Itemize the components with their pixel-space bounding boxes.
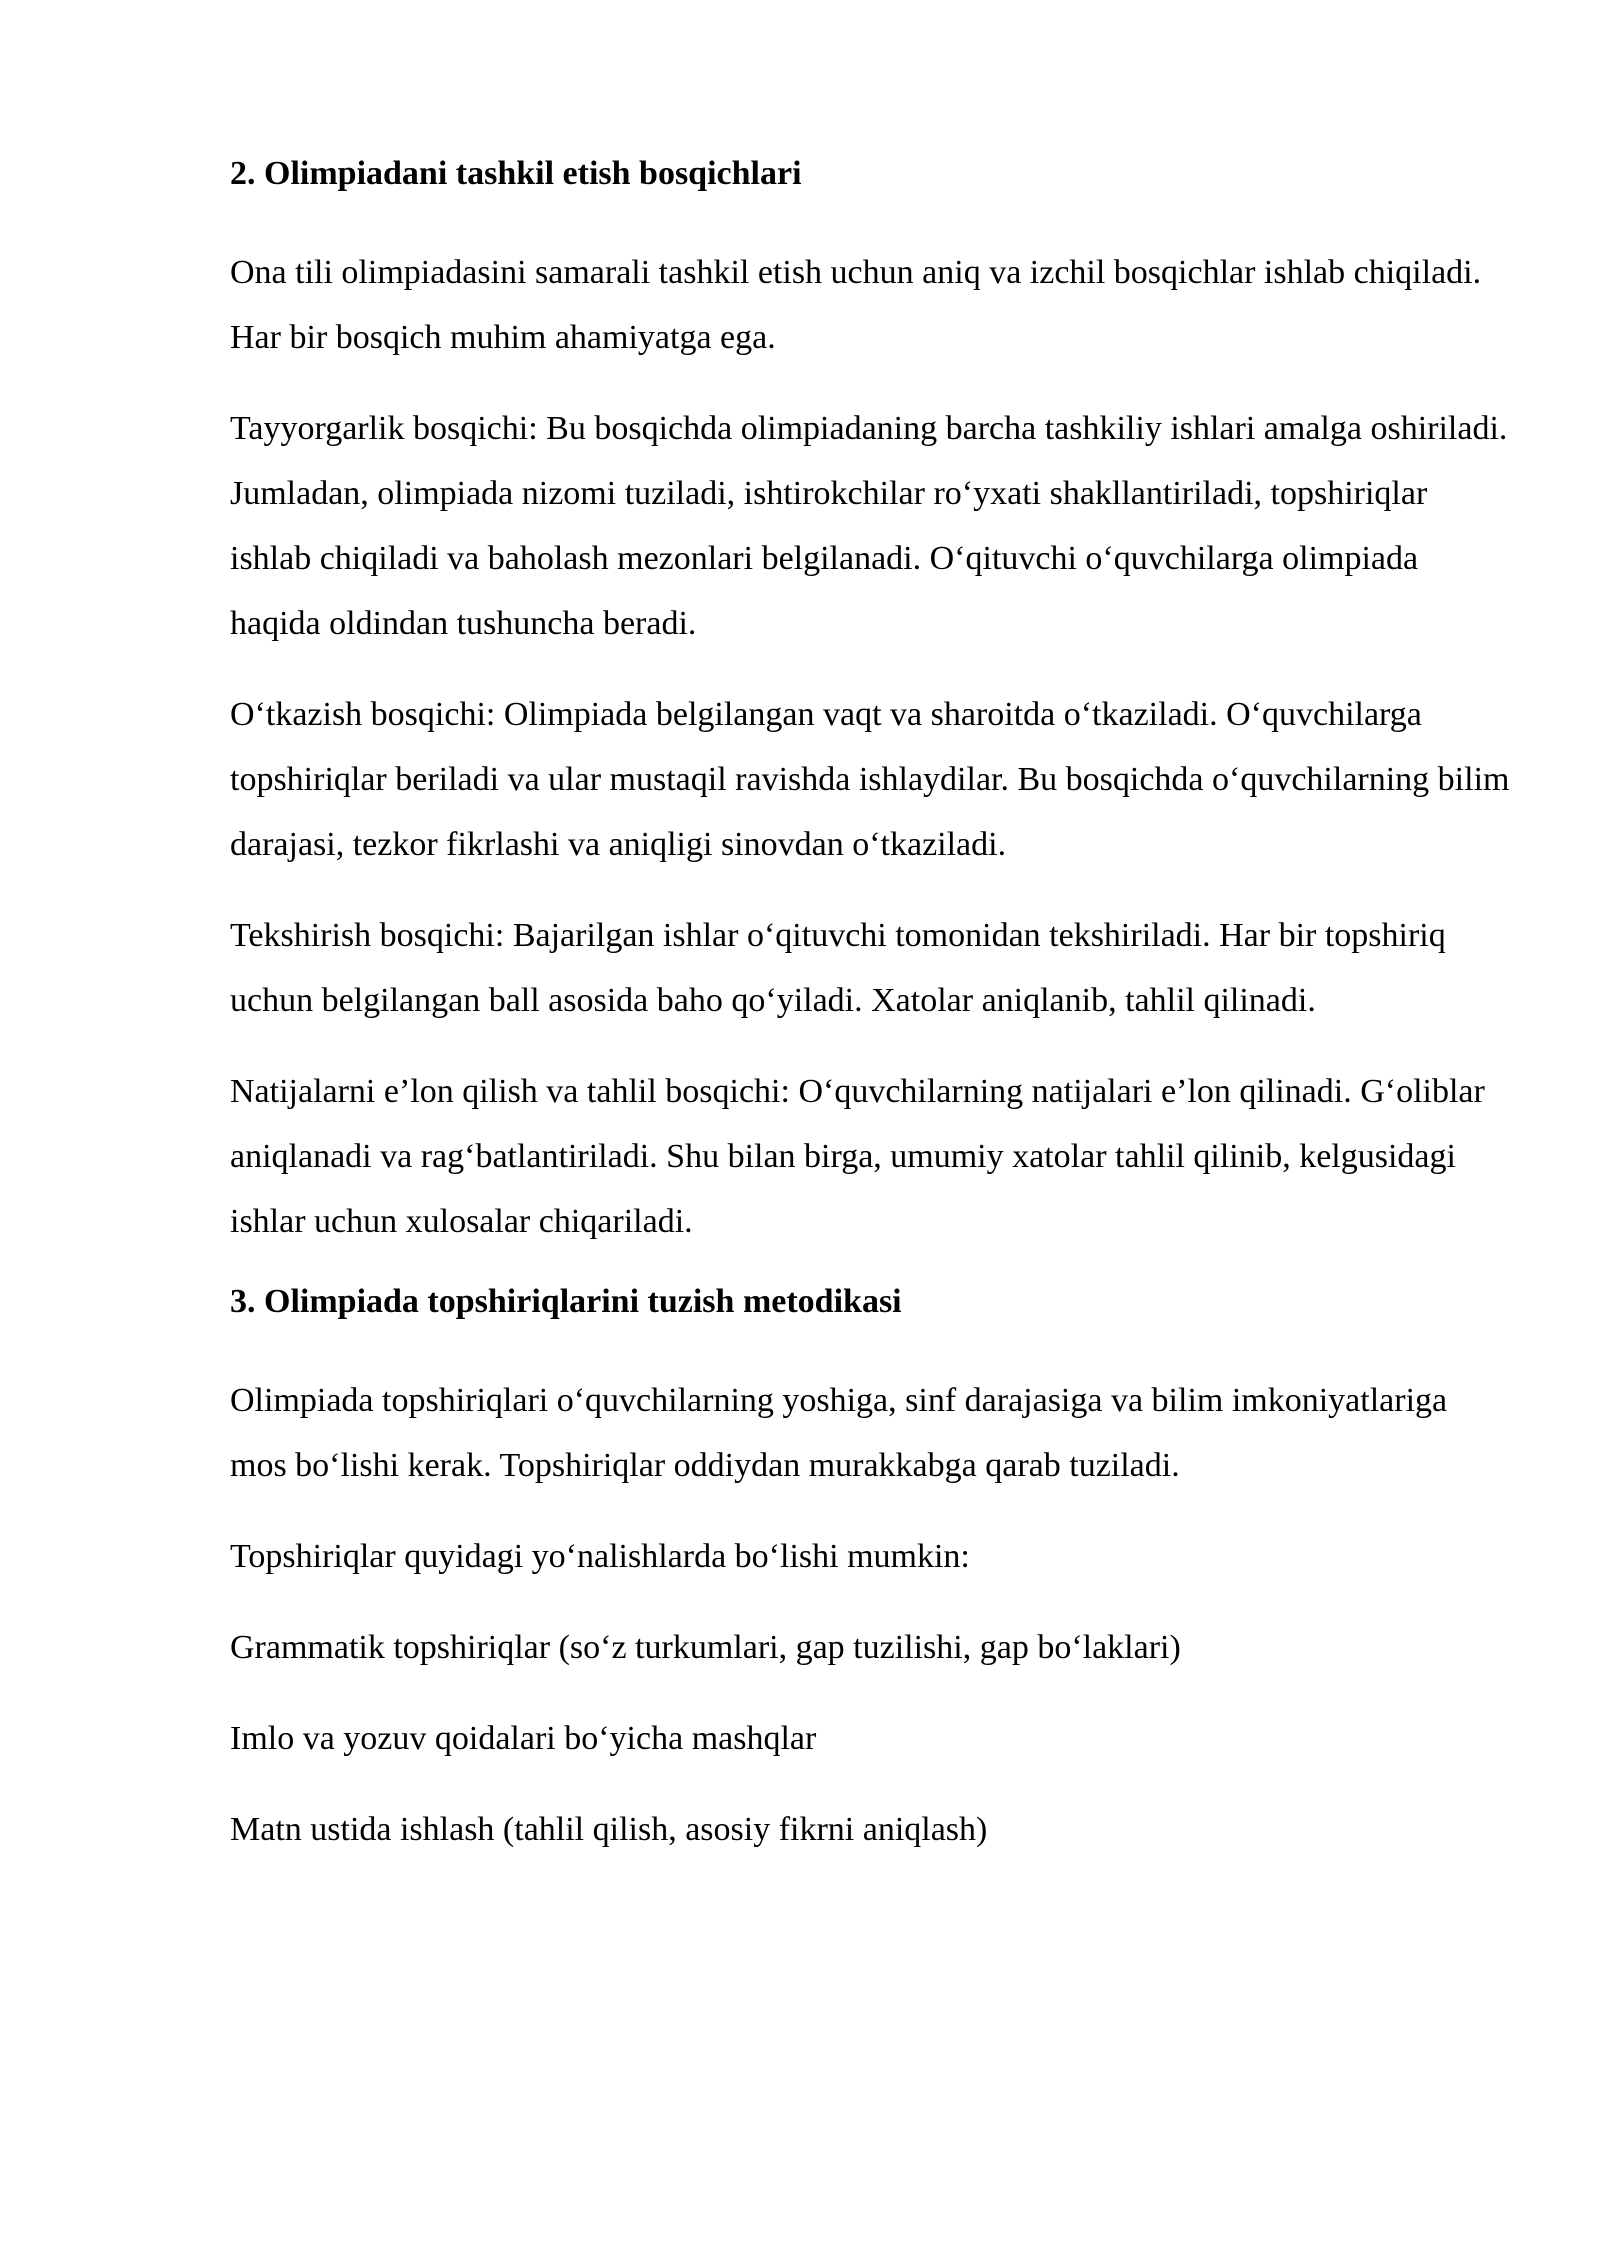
section-2-paragraph-4: Tekshirish bosqichi: Bajarilgan ishlar o‘qituvchi tomonidan tekshiriladi. Har bir topshiriq uchun belgilangan ball asosida baho qo‘yiladi. Xatolar aniqlanib, tahlil qilinadi.	[230, 917, 1446, 1019]
section-3-heading: 3. Olimpiada topshiriqlarini tuzish metodikasi	[230, 1283, 902, 1320]
section-2-paragraph-2: Tayyorgarlik bosqichi: Bu bosqichda olimpiadaning barcha tashkiliy ishlari amalga oshiriladi. Jumladan, olimpiada nizomi tuziladi, ishtirokchilar ro‘yxati shakllantiriladi, topshiriqlar ishlab chiqiladi va baholash mezonlari belgilanadi. O‘qituvchi o‘quvchilarga olimpiada haqida oldindan tushuncha beradi.	[230, 410, 1508, 642]
section-2-paragraph-3: O‘tkazish bosqichi: Olimpiada belgilangan vaqt va sharoitda o‘tkaziladi. O‘quvchilarga topshiriqlar beriladi va ular mustaqil ravishda ishlaydilar. Bu bosqichda o‘quvchilarning bilim darajasi, tezkor fikrlashi va aniqligi sinovdan o‘tkaziladi.	[230, 696, 1510, 863]
section-2-paragraph-5: Natijalarni e’lon qilish va tahlil bosqichi: O‘quvchilarning natijalari e’lon qilinadi. G‘oliblar aniqlanadi va rag‘batlantiriladi. Shu bilan birga, umumiy xatolar tahlil qilinib, kelgusidagi ishlar uchun xulosalar chiqariladi.	[230, 1073, 1485, 1240]
section-3-paragraph-2: Topshiriqlar quyidagi yo‘nalishlarda bo‘lishi mumkin:	[230, 1538, 970, 1575]
section-3-list-item-1: Grammatik topshiriqlar (so‘z turkumlari, gap tuzilishi, gap bo‘laklari)	[230, 1629, 1181, 1666]
section-2-paragraph-1: Ona tili olimpiadasini samarali tashkil etish uchun aniq va izchil bosqichlar ishlab chiqiladi. Har bir bosqich muhim ahamiyatga ega.	[230, 254, 1482, 356]
document-page	[230, 150, 1510, 1888]
section-3-list-item-3: Matn ustida ishlash (tahlil qilish, asosiy fikrni aniqlash)	[230, 1811, 988, 1848]
section-3-list-item-2: Imlo va yozuv qoidalari bo‘yicha mashqlar	[230, 1720, 817, 1757]
section-3-paragraph-1: Olimpiada topshiriqlari o‘quvchilarning yoshiga, sinf darajasiga va bilim imkoniyatlariga mos bo‘lishi kerak. Topshiriqlar oddiydan murakkabga qarab tuziladi.	[230, 1382, 1448, 1484]
section-2-heading: 2. Olimpiadani tashkil etish bosqichlari	[230, 155, 802, 192]
